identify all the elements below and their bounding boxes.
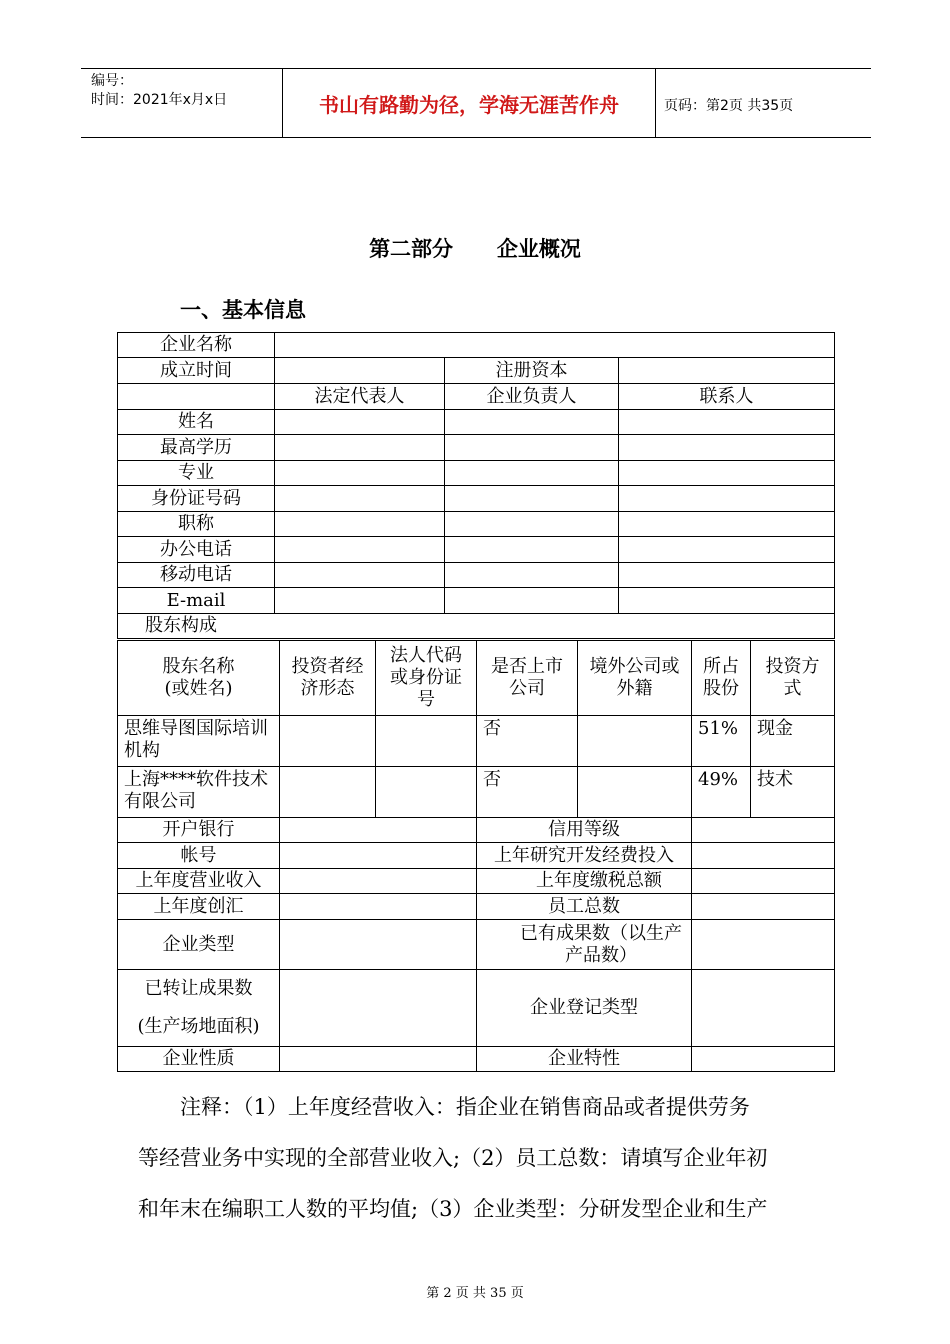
table-row — [118, 970, 835, 1047]
table-row — [118, 894, 835, 920]
input-cell[interactable] — [280, 869, 477, 894]
input-cell[interactable] — [445, 512, 619, 537]
info-label: 企业性质 — [118, 1047, 280, 1072]
founded-value[interactable] — [275, 358, 445, 384]
input-cell[interactable] — [376, 716, 477, 767]
method-value: 现金 — [751, 716, 835, 767]
notes — [138, 1082, 818, 1235]
header-meta — [81, 69, 281, 137]
shareholder-name: 上海****软件技术有限公司 — [118, 767, 280, 818]
info-label: 企业特性 — [477, 1047, 692, 1072]
col-shareholder-name: 股东名称 (或姓名) — [118, 641, 280, 716]
input-cell[interactable] — [280, 1047, 477, 1072]
listed-value: 否 — [477, 767, 578, 818]
input-cell[interactable] — [376, 767, 477, 818]
table-row — [118, 920, 835, 970]
table-row — [118, 869, 835, 894]
input-cell[interactable] — [275, 512, 445, 537]
info-label: 上年度创汇 — [118, 894, 280, 920]
table-row — [118, 716, 835, 767]
input-cell[interactable] — [275, 537, 445, 563]
row-label: 身份证号码 — [118, 486, 275, 512]
input-cell[interactable] — [280, 843, 477, 869]
row-label: E-mail — [118, 588, 275, 614]
input-cell[interactable] — [445, 410, 619, 435]
input-cell[interactable] — [275, 461, 445, 486]
col-legal-rep: 法定代表人 — [275, 384, 445, 410]
row-label: 最高学历 — [118, 435, 275, 461]
input-cell[interactable] — [280, 920, 477, 970]
shareholder-name: 思维导图国际培训机构 — [118, 716, 280, 767]
info-label: 员工总数 — [477, 894, 692, 920]
input-cell[interactable] — [692, 843, 835, 869]
info-label: 已有成果数（以生产产品数） — [477, 920, 692, 970]
empty-cell — [118, 384, 275, 410]
header-page-info: 页码：第2页 共35页 — [664, 98, 794, 114]
input-cell[interactable] — [445, 461, 619, 486]
input-cell[interactable] — [619, 461, 835, 486]
info-label: 开户银行 — [118, 818, 280, 843]
page-header — [81, 68, 871, 138]
table-row — [118, 358, 835, 384]
table-row — [118, 461, 835, 486]
note-line: 和年末在编职工人数的平均值;（3）企业类型：分研发型企业和生产 — [138, 1197, 768, 1221]
basic-info-table — [117, 332, 835, 639]
table-header-row — [118, 641, 835, 716]
info-label: 上年度缴税总额 — [477, 869, 692, 894]
input-cell[interactable] — [280, 716, 376, 767]
col-method: 投资方式 — [751, 641, 835, 716]
input-cell[interactable] — [275, 588, 445, 614]
info-label: 企业类型 — [118, 920, 280, 970]
input-cell[interactable] — [692, 1047, 835, 1072]
company-name-label: 企业名称 — [118, 333, 275, 358]
col-foreign: 境外公司或外籍 — [578, 641, 692, 716]
row-label: 专业 — [118, 461, 275, 486]
input-cell[interactable] — [619, 435, 835, 461]
input-cell[interactable] — [445, 435, 619, 461]
shareholders-label: 股东构成 — [118, 614, 835, 639]
col-share: 所占股份 — [692, 641, 751, 716]
input-cell[interactable] — [692, 920, 835, 970]
share-value: 51% — [692, 716, 751, 767]
row-label: 姓名 — [118, 410, 275, 435]
col-manager: 企业负责人 — [445, 384, 619, 410]
info-label: 信用等级 — [477, 818, 692, 843]
table-row — [118, 843, 835, 869]
note-line: 等经营业务中实现的全部营业收入;（2）员工总数：请填写企业年初 — [138, 1146, 768, 1170]
input-cell[interactable] — [578, 716, 692, 767]
table-row — [118, 410, 835, 435]
input-cell[interactable] — [280, 818, 477, 843]
section-title: 一、基本信息 — [180, 298, 306, 322]
header-motto: 书山有路勤为径，学海无涯苦作舟 — [282, 69, 656, 137]
table-row — [118, 818, 835, 843]
input-cell[interactable] — [445, 537, 619, 563]
note-line: 注释：（1）上年度经营收入：指企业在销售商品或者提供劳务 — [180, 1095, 750, 1119]
row-label: 办公电话 — [118, 537, 275, 563]
input-cell[interactable] — [692, 970, 835, 1047]
table-row — [118, 333, 835, 358]
input-cell[interactable] — [445, 486, 619, 512]
input-cell[interactable] — [445, 588, 619, 614]
table-row — [118, 435, 835, 461]
input-cell[interactable] — [692, 818, 835, 843]
page-footer: 第 2 页 共 35 页 — [426, 1286, 524, 1301]
col-economic-form: 投资者经济形态 — [280, 641, 376, 716]
col-contact: 联系人 — [619, 384, 835, 410]
input-cell[interactable] — [275, 410, 445, 435]
input-cell[interactable] — [275, 563, 445, 588]
listed-value: 否 — [477, 716, 578, 767]
input-cell[interactable] — [280, 767, 376, 818]
reg-capital-label: 注册资本 — [445, 358, 619, 384]
input-cell[interactable] — [280, 970, 477, 1047]
shareholder-table — [117, 640, 835, 1072]
company-name-value[interactable] — [275, 333, 835, 358]
input-cell[interactable] — [619, 588, 835, 614]
input-cell[interactable] — [619, 512, 835, 537]
time-label: 时间：2021年x月x日 — [91, 92, 228, 108]
info-label: 企业登记类型 — [477, 970, 692, 1047]
table-row — [118, 588, 835, 614]
row-label: 职称 — [118, 512, 275, 537]
table-row — [118, 512, 835, 537]
founded-label: 成立时间 — [118, 358, 275, 384]
table-row — [118, 563, 835, 588]
input-cell[interactable] — [275, 486, 445, 512]
col-listed: 是否上市公司 — [477, 641, 578, 716]
info-label: 上年研究开发经费投入 — [477, 843, 692, 869]
row-label: 移动电话 — [118, 563, 275, 588]
reg-capital-value[interactable] — [619, 358, 835, 384]
table-row — [118, 614, 835, 639]
input-cell[interactable] — [619, 537, 835, 563]
info-label: 上年度营业收入 — [118, 869, 280, 894]
input-cell[interactable] — [692, 869, 835, 894]
input-cell[interactable] — [578, 767, 692, 818]
col-legal-code: 法人代码或身份证号 — [376, 641, 477, 716]
input-cell[interactable] — [280, 894, 477, 920]
input-cell[interactable] — [692, 894, 835, 920]
share-value: 49% — [692, 767, 751, 818]
method-value: 技术 — [751, 767, 835, 818]
table-row — [118, 486, 835, 512]
info-label: 已转让成果数 (生产场地面积) — [118, 970, 280, 1047]
table-row — [118, 767, 835, 818]
number-label: 编号： — [91, 73, 133, 89]
table-row — [118, 1047, 835, 1072]
table-row — [118, 384, 835, 410]
info-label: 帐号 — [118, 843, 280, 869]
input-cell[interactable] — [275, 435, 445, 461]
table-row — [118, 537, 835, 563]
input-cell[interactable] — [445, 563, 619, 588]
input-cell[interactable] — [619, 563, 835, 588]
part-title: 第二部分 企业概况 — [369, 237, 581, 261]
input-cell[interactable] — [619, 486, 835, 512]
input-cell[interactable] — [619, 410, 835, 435]
